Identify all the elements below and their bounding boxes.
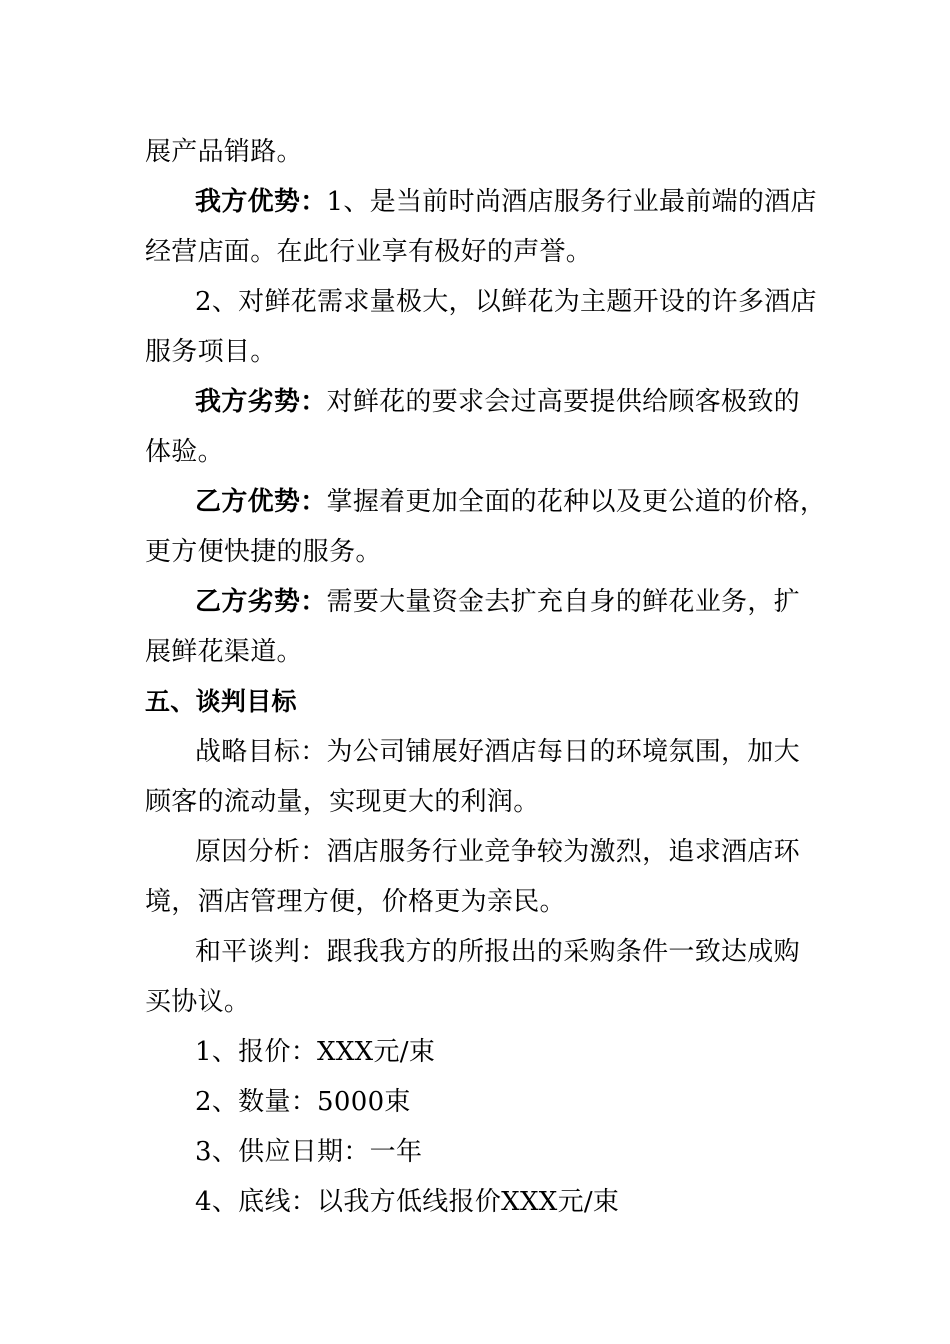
paragraph-line: 境，酒店管理方便，价格更为亲民。 xyxy=(145,887,566,917)
disadvantages-ours-line xyxy=(195,386,800,418)
list-item: 2、数量：5000束 xyxy=(195,1087,411,1117)
paragraph-line: 服务项目。 xyxy=(145,337,277,367)
paragraph-line: 原因分析：酒店服务行业竞争较为激烈，追求酒店环 xyxy=(195,837,800,867)
advantages-partner-text: 掌握着更加全面的花种以及更公道的价格， xyxy=(326,487,827,517)
paragraph-line: 更方便快捷的服务。 xyxy=(145,537,382,567)
list-item: 4、底线：以我方低线报价XXX元/束 xyxy=(195,1187,620,1217)
paragraph-line: 展鲜花渠道。 xyxy=(145,637,303,667)
paragraph-line: 战略目标：为公司铺展好酒店每日的环境氛围，加大 xyxy=(195,737,800,767)
paragraph-line: 经营店面。在此行业享有极好的声誉。 xyxy=(145,237,593,267)
paragraph-line: 买协议。 xyxy=(145,987,251,1017)
list-item: 3、供应日期：一年 xyxy=(195,1137,423,1167)
list-item: 1、报价：XXX元/束 xyxy=(195,1037,436,1067)
paragraph-line: 展产品销路。 xyxy=(145,137,303,167)
advantages-partner-label: 乙方优势： xyxy=(195,487,327,517)
disadvantages-partner-line xyxy=(195,586,800,618)
paragraph-line: 2、对鲜花需求量极大，以鲜花为主题开设的许多酒店 xyxy=(195,287,817,317)
advantages-ours-label: 我方优势： xyxy=(195,187,327,217)
advantages-ours-text: 1、是当前时尚酒店服务行业最前端的酒店 xyxy=(326,187,817,217)
paragraph-line: 顾客的流动量，实现更大的利润。 xyxy=(145,787,540,817)
disadvantages-partner-text: 需要大量资金去扩充自身的鲜花业务，扩 xyxy=(326,587,800,617)
disadvantages-ours-label: 我方劣势： xyxy=(195,387,327,417)
section-heading: 五、谈判目标 xyxy=(145,687,297,716)
disadvantages-ours-text: 对鲜花的要求会过高要提供给顾客极致的 xyxy=(326,387,800,417)
advantages-partner-line xyxy=(195,486,826,518)
paragraph-line: 体验。 xyxy=(145,437,224,467)
paragraph-line: 和平谈判：跟我我方的所报出的采购条件一致达成购 xyxy=(195,937,800,967)
advantages-ours-line xyxy=(195,186,817,218)
disadvantages-partner-label: 乙方劣势： xyxy=(195,587,327,617)
